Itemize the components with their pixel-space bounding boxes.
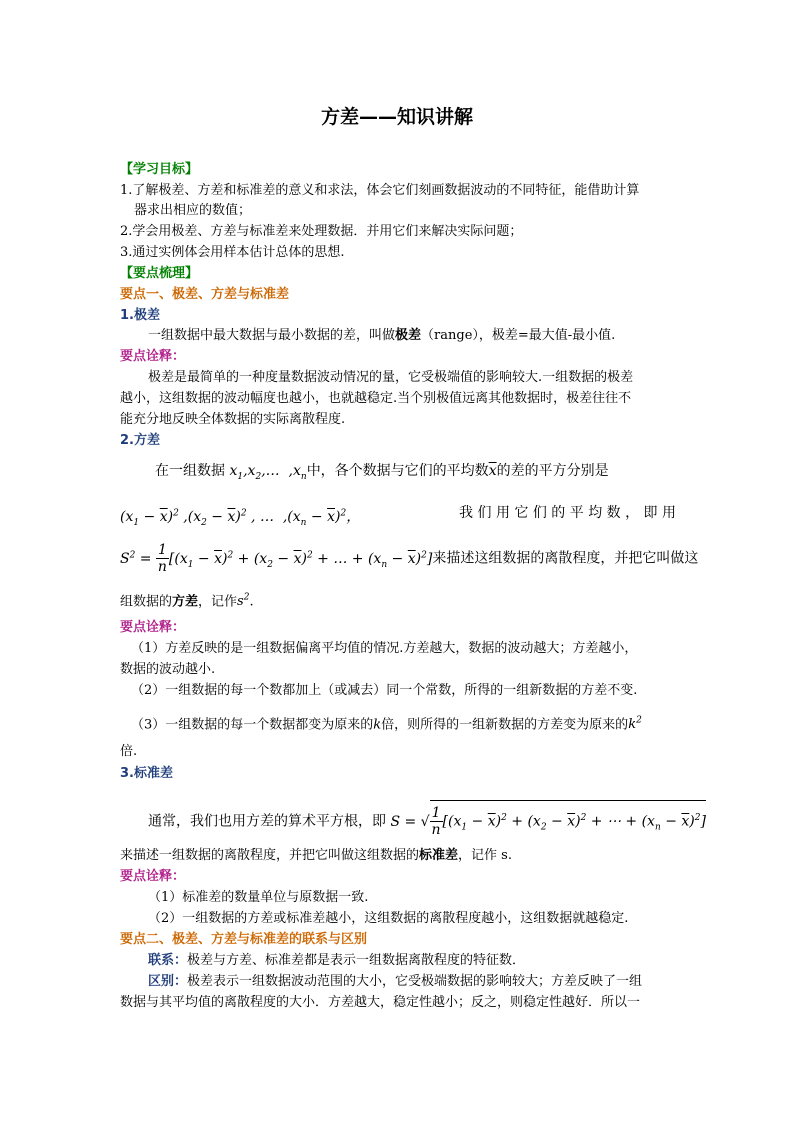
section2-heading: 要点二、极差、方差与标准差的联系与区别 [120, 932, 368, 947]
variance-note-3-cont: 倍. [120, 744, 138, 759]
variance-note-2: （2）一组数据的每一个数都加上（或减去）同一个常数，所得的一组新数据的方差不变. [131, 683, 638, 698]
variance-note-heading: 要点诠释： [120, 620, 186, 635]
std-heading: 3.标准差 [120, 766, 173, 781]
objective-item-2: 2.学会用极差、方差与标准差来处理数据．并用它们来解决实际问题； [120, 224, 523, 239]
section1-heading: 要点一、极差、方差与标准差 [120, 287, 290, 302]
squared-deviations-formula: $(x_1 - \overline{x})^2$ $,(x_2 - \overline{x})^2$ , … $,(x_n - \overline{x})^2$， [120, 508, 361, 528]
objectives-heading: 【学习目标】 [120, 162, 199, 177]
difference-paragraph-cont: 数据与其平均值的离散程度的大小．方差越大，稳定性越小；反之，则稳定性越好．所以一 [120, 995, 641, 1010]
range-definition: 一组数据中最大数据与最小数据的差，叫做极差（range），极差=最大值-最小值. [148, 328, 616, 343]
mean-symbol: $\overline{x}$ [488, 463, 497, 479]
objective-item-1: 1.了解极差、方差和标准差的意义和求法，体会它们刻画数据波动的不同特征，能借助计算 [120, 183, 640, 198]
range-heading: 1.极差 [120, 308, 160, 323]
objective-item-3: 3.通过实例体会用样本估计总体的思想. [120, 245, 345, 260]
variance-note-3: （3）一组数据的每一个数据都变为原来的k倍，则所得的一组新数据的方差变为原来的$k^2$ [131, 716, 642, 733]
keypoints-heading: 【要点梳理】 [120, 266, 199, 281]
range-note-line: 极差是最简单的一种度量数据波动情况的量，它受极端值的影响较大.一组数据的极差 [148, 370, 634, 385]
variance-line-1: 在一组数据 $x_1,x_2,\dots$ $,x_n$中，各个数据与它们的平均数$\overline{x}$的差的平方分别是 [155, 463, 609, 482]
objective-item-1-cont: 器求出相应的数值； [134, 203, 252, 218]
std-line-1: 通常，我们也用方差的算术平方根，即 S = √ $\frac{1}{n}$ [$(x_1 - \overline{x})^2 + (x_2 - \overline{x})^2$ + ⋯ + $(x_n - \overline{x})^2$] [148, 800, 706, 844]
variance-note-1: （1）方差反映的是一组数据偏离平均值的情况.方差越大，数据的波动越大；方差越小， [131, 641, 638, 656]
difference-paragraph: 区别：极差表示一组数据波动范围的大小，它受极端数据的影响较大；方差反映了一组 [148, 974, 643, 989]
page-title: 方差——知识讲解 [320, 106, 473, 128]
range-note-line: 能充分地反映全体数据的实际离散程度. [120, 412, 346, 427]
variance-heading: 2.方差 [120, 433, 160, 448]
variance-line-2: $(x_1 - \overline{x})^2$ $,(x_2 - \overline{x})^2$ , … $,(x_n - \overline{x})^2$， 我 们 用 它 们 的 平 均 数 ， 即 用 [120, 505, 676, 528]
std-note-1: （1）标准差的数量单位与原数据一致. [148, 890, 369, 905]
range-note-line: 越小，这组数据的波动幅度也越小，也就越稳定.当个别极值远离其他数据时，极差往往不 [120, 391, 632, 406]
std-note-heading: 要点诠释： [120, 869, 186, 884]
variance-line-3: $S^2$ = $\frac{1}{n}$ [$(x_1 - \overline{x})^2 + (x_2 - \overline{x})^2$ + … + $(x_n - \overline{x})^2$]来描述这组数据的离散程度，并把它叫做这 [120, 542, 699, 576]
std-line-2: 来描述一组数据的离散程度，并把它叫做这组数据的标准差，记作 s. [120, 848, 512, 863]
std-formula: S = √ $\frac{1}{n}$ [$(x_1 - \overline{x})^2 + (x_2 - \overline{x})^2$ + ⋯ + $(x_n - \overline{x})^2$] [390, 814, 706, 830]
link-paragraph: 联系：极差与方差、标准差都是表示一组数据离散程度的特征数． [148, 953, 526, 968]
data-list-formula: $x_1,x_2,\dots$ $,x_n$ [229, 463, 307, 482]
variance-line-4: 组数据的方差，记作$s^2$. [120, 593, 254, 610]
std-note-2: （2）一组数据的方差或标准差越小，这组数据的离散程度越小，这组数据就越稳定. [148, 911, 629, 926]
variance-note-1-cont: 数据的波动越小. [120, 662, 216, 677]
variance-formula: $S^2$ = $\frac{1}{n}$ [$(x_1 - \overline{x})^2 + (x_2 - \overline{x})^2$ + … + $(x_n - \overline{x})^2$] [120, 542, 433, 576]
range-note-heading: 要点诠释： [120, 349, 186, 364]
